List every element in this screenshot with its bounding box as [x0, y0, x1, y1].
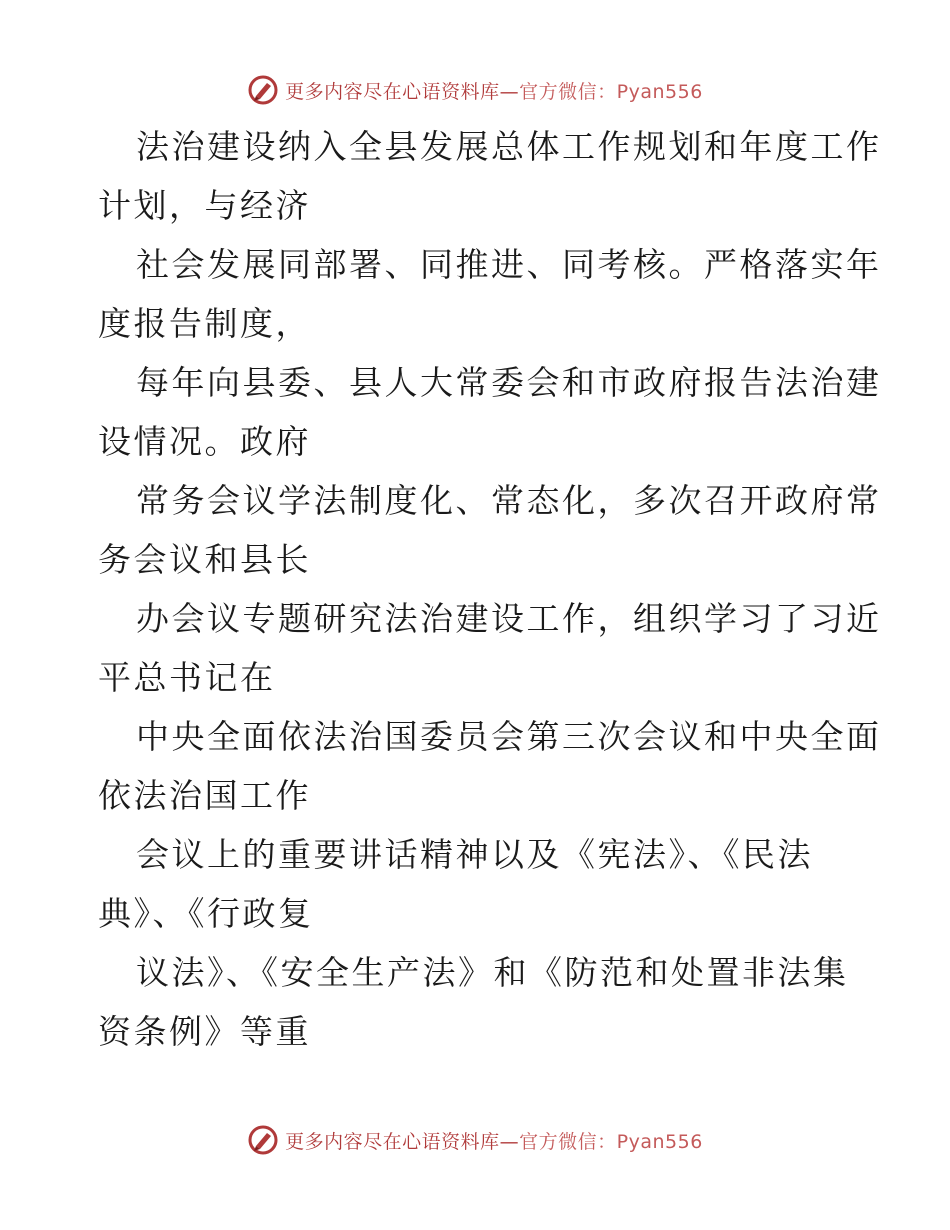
logo-icon: [247, 74, 279, 106]
body-line: 依法治国工作: [98, 776, 311, 815]
body-line: 平总书记在: [98, 658, 276, 697]
body-line: 资条例》等重: [98, 1012, 311, 1051]
body-line: 办会议专题研究法治建设工作，组织学习了习近: [136, 599, 882, 638]
body-line: 典》、《行政复: [98, 894, 314, 933]
body-line: 社会发展同部署、同推进、同考核。严格落实年: [136, 245, 882, 284]
body-line: 中央全面依法治国委员会第三次会议和中央全面: [136, 717, 882, 756]
footer-watermark: [0, 1120, 950, 1160]
document-body: [98, 117, 882, 1061]
body-line: 计划，与经济: [98, 186, 311, 225]
body-line: 设情况。政府: [98, 422, 311, 461]
logo-icon: [247, 1124, 279, 1156]
watermark-text: 更多内容尽在心语资料库—官方微信：Pyan556: [285, 80, 703, 103]
body-line: 度报告制度，: [98, 304, 311, 343]
watermark-text: 更多内容尽在心语资料库—官方微信：Pyan556: [285, 1130, 703, 1153]
body-line: 每年向县委、县人大常委会和市政府报告法治建: [136, 363, 882, 402]
body-line: 会议上的重要讲话精神以及《宪法》、《民法: [136, 835, 813, 874]
body-line: 常务会议学法制度化、常态化，多次召开政府常: [136, 481, 882, 520]
body-line: 法治建设纳入全县发展总体工作规划和年度工作: [136, 127, 882, 166]
body-line: 议法》、《安全生产法》和《防范和处置非法集: [136, 953, 849, 992]
body-line: 务会议和县长: [98, 540, 311, 579]
header-watermark: [0, 70, 950, 110]
